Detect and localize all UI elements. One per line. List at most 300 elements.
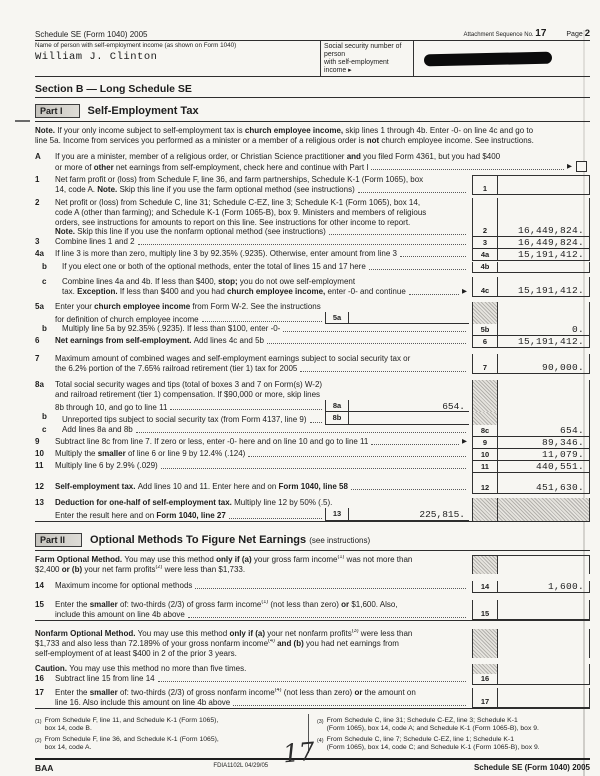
line-box-amount[interactable]: 654.	[498, 425, 590, 437]
line-number-label: 4a	[35, 249, 44, 259]
text-segment: Multiply line 6 by 2.9% (.029)	[55, 461, 158, 471]
line-number-label: 17	[35, 688, 44, 698]
footnote-marker: (2)	[35, 738, 42, 745]
text-segment: $2,400	[35, 564, 62, 574]
line-number-label: 13	[35, 498, 44, 508]
line-description	[55, 198, 472, 237]
description-line	[35, 565, 469, 575]
line-box-amount[interactable]: 451,630.	[498, 482, 590, 494]
description-line	[55, 249, 469, 259]
line-description	[55, 437, 472, 449]
right-gutter	[472, 449, 590, 461]
footnote-column-2	[308, 714, 590, 753]
dotted-leader	[229, 517, 322, 519]
right-gutter	[472, 336, 590, 348]
part1-line-5a-6	[35, 297, 590, 325]
form-content	[35, 28, 590, 773]
right-gutter	[472, 425, 590, 437]
description-line	[55, 508, 469, 521]
line-box-amount[interactable]	[498, 175, 590, 195]
text-segment-bold: church employee income,	[227, 286, 326, 296]
dotted-leader	[409, 293, 459, 295]
footnote-item	[35, 717, 308, 733]
text-segment: the amount on	[362, 688, 416, 698]
line-description	[55, 336, 472, 348]
description-line	[55, 449, 469, 459]
handwritten-page-number: 17	[281, 736, 317, 769]
footnote-line: From Schedule F, line 11, and Schedule K-1 (Form 1065),	[44, 716, 219, 724]
line-box-amount[interactable]: 1,600.	[498, 581, 590, 593]
ssn-label-line1: Social security number of person	[324, 43, 402, 58]
text-segment: You may use this method no more than five times.	[69, 664, 247, 674]
line-box-number: 8c	[472, 425, 498, 437]
line-box-number: 10	[472, 449, 498, 461]
dotted-leader	[329, 233, 466, 235]
header-right	[464, 28, 590, 39]
text-segment: your gross farm income	[251, 554, 338, 564]
text-segment: Combine lines 1 and 2	[55, 237, 135, 247]
line-description	[35, 473, 472, 482]
line-number-label: 9	[35, 437, 40, 447]
right-gutter	[472, 437, 590, 449]
arrow-icon: ▶	[567, 163, 572, 171]
inner-box-number: 8b	[325, 412, 349, 424]
right-gutter	[472, 354, 590, 374]
inner-amount-box	[325, 312, 469, 325]
line-box-amount	[498, 302, 590, 325]
dotted-leader	[136, 431, 466, 433]
text-segment: Enter the result here and on	[55, 510, 157, 520]
part2-line-para-0	[35, 551, 590, 575]
ssn-redaction	[424, 51, 552, 66]
footnote-marker: (4)	[317, 738, 324, 745]
line-box-number: 11	[472, 461, 498, 473]
text-segment: 14, code A.	[55, 185, 98, 195]
line-description	[62, 277, 472, 297]
taxpayer-name-cell	[35, 41, 320, 76]
part2-rows	[35, 551, 590, 709]
part1-rows	[35, 172, 590, 521]
line-box-number: 9	[472, 437, 498, 449]
footnote-item	[317, 736, 590, 752]
footnote-line: (Form 1065), box 14, code A; and Schedule K-1 (Form 1065-B), box 9.	[326, 724, 539, 732]
line-box-amount[interactable]: 15,191,412.	[498, 277, 590, 297]
description-line	[55, 175, 469, 185]
page-number-value: 2	[584, 28, 590, 39]
description-line	[55, 312, 469, 325]
line-description	[55, 461, 472, 473]
line-description	[55, 600, 472, 620]
footnote-line: box 14, code B.	[44, 724, 92, 732]
dotted-leader	[300, 370, 466, 372]
line-box-number	[472, 380, 498, 412]
page-label: Page	[566, 31, 583, 38]
line-box-amount[interactable]: 15,191,412.	[498, 249, 590, 261]
line-description	[55, 175, 472, 195]
right-gutter	[472, 600, 590, 620]
text-segment: Enter the	[55, 688, 90, 698]
footnote-ref: (4)	[274, 688, 282, 694]
attachment-number: 17	[535, 28, 547, 39]
arrow-icon: ▶	[462, 287, 467, 295]
note-line	[35, 136, 590, 146]
line-description	[55, 449, 472, 461]
description-line	[35, 649, 469, 659]
line-description	[62, 262, 472, 273]
part1-line-13-18	[35, 494, 590, 522]
line-box-amount[interactable]: 89,346.	[498, 437, 590, 449]
ssn-label	[320, 41, 413, 76]
description-line	[55, 581, 469, 591]
line-number-label: 3	[35, 237, 40, 247]
line-box-amount[interactable]: 11,079.	[498, 449, 590, 461]
description-line	[55, 437, 469, 447]
text-segment: Enter the	[55, 600, 90, 610]
line-box-amount[interactable]	[498, 674, 590, 685]
description-line	[55, 218, 469, 228]
inner-box-amount[interactable]: 225,815.	[419, 508, 465, 520]
line-box-number	[472, 629, 498, 658]
dotted-leader	[400, 255, 466, 257]
dotted-leader	[310, 421, 322, 423]
text-segment: Net farm profit or (loss) from Schedule F, line 36, and farm partnerships, Schedule K-1 (Form 1065), box	[55, 175, 424, 185]
inner-box-number: 13	[325, 508, 349, 520]
footnote-column-1	[35, 714, 308, 753]
text-segment: Add lines 10 and 11. Enter here and on	[137, 482, 279, 492]
inner-box-number: 5a	[325, 312, 349, 324]
line-number-label: c	[42, 425, 47, 435]
line-number-label: 16	[35, 674, 44, 684]
description-line	[55, 302, 469, 312]
line-box-number	[472, 302, 498, 325]
text-segment: of: two-thirds (2/3) of gross farm income	[117, 600, 262, 610]
text-segment-bold: smaller	[97, 449, 126, 459]
text-segment: were less than $1,733.	[162, 564, 246, 574]
right-gutter	[472, 461, 590, 473]
right-gutter	[472, 688, 590, 708]
inner-amount-box	[325, 400, 469, 413]
text-segment: your net farm profits	[82, 564, 156, 574]
name-ssn-row	[35, 41, 590, 77]
line-description	[35, 629, 472, 658]
dotted-leader	[248, 455, 466, 457]
footnote-line: From Schedule C, line 7; Schedule C-EZ, line 1; Schedule K-1	[326, 736, 514, 744]
text-segment: include this amount on line 4b above	[55, 610, 185, 620]
part1-A-line-A-0	[35, 148, 590, 173]
right-gutter	[472, 277, 590, 297]
attachment-sequence	[464, 28, 547, 39]
text-segment-bold: smaller	[89, 688, 118, 698]
line-box-number: 4a	[472, 249, 498, 261]
text-segment-bold: Form 1040, line 27	[156, 510, 226, 520]
dotted-leader	[188, 616, 466, 618]
line-number-label: 11	[35, 461, 44, 471]
line-box-amount[interactable]: 440,551.	[498, 461, 590, 473]
right-gutter	[472, 302, 590, 325]
footnote-text	[327, 736, 540, 752]
text-segment: Unreported tips subject to social security tax (from Form 4137, line 9)	[62, 415, 307, 425]
line-box-number: 1	[472, 175, 498, 195]
text-segment-bold: smaller	[89, 600, 118, 610]
line-number-label: 6	[35, 336, 40, 346]
text-segment: and railroad retirement (tier 1) compensation. If $90,000 or more, skip lines	[55, 389, 321, 399]
line-number-label: 12	[35, 482, 44, 492]
line-box-amount[interactable]: 90,000.	[498, 354, 590, 374]
text-segment: Subtract line 8c from line 7. If zero or less, enter -0- here and on line 10 and go to line 11	[55, 437, 369, 447]
text-segment: for definition of church employee income	[55, 314, 199, 324]
description-line	[62, 262, 469, 272]
line-box-amount[interactable]: 15,191,412.	[498, 336, 590, 348]
text-segment-bold: not	[366, 135, 380, 145]
description-line	[35, 664, 469, 674]
text-segment: enter -0- and continue	[325, 286, 406, 296]
footnote-marker: (1)	[35, 718, 42, 725]
text-segment-bold: Note.	[55, 227, 78, 237]
line-number-label: b	[42, 324, 47, 334]
line-box-amount[interactable]: 0.	[498, 324, 590, 336]
part1-line-4a-3	[35, 249, 590, 261]
line-description	[55, 380, 472, 412]
dotted-leader	[371, 443, 459, 445]
text-segment: of line 6 or line 9 by 12.4% (.124)	[125, 449, 246, 459]
line-description	[35, 555, 472, 575]
text-segment-bold: stop;	[218, 277, 238, 287]
description-line	[35, 555, 469, 565]
part1-line-4b-4	[35, 261, 590, 273]
description-line	[55, 198, 469, 208]
description-line	[62, 425, 469, 435]
taxpayer-name-field[interactable]: William J. Clinton	[35, 51, 158, 63]
attachment-label: Attachment Sequence No.	[463, 32, 534, 38]
line-box-amount	[498, 380, 590, 412]
inner-amount-box	[325, 412, 469, 425]
line-number-label: 5a	[35, 301, 44, 311]
inner-amount-box	[325, 508, 469, 521]
right-gutter	[472, 249, 590, 261]
part2-header	[35, 527, 590, 551]
text-segment: line 5a. Income from services you performed as a minister or a member of a religious order is	[35, 135, 367, 145]
description-line	[55, 498, 469, 508]
text-segment-bold: Note.	[97, 185, 120, 195]
dotted-leader	[351, 488, 466, 490]
description-line	[35, 629, 469, 639]
text-segment: If you elect one or both of the optional methods, enter the total of lines 15 and 17 here	[62, 262, 366, 272]
description-line	[55, 482, 469, 492]
line-box-amount	[498, 412, 590, 425]
text-segment-bold: Form 1040, line 58	[278, 482, 348, 492]
text-segment: You may use this method	[124, 554, 217, 564]
inner-box-amount[interactable]: 654.	[442, 400, 465, 412]
form-header	[35, 28, 590, 41]
description-line	[55, 610, 469, 620]
line-box-number	[472, 473, 498, 482]
scan-pen-mark	[15, 120, 30, 122]
part2-badge: Part II	[35, 533, 82, 547]
line-number-label: 10	[35, 449, 44, 459]
line-number-label: 14	[35, 581, 44, 591]
dotted-leader	[267, 342, 466, 344]
part2-line-15-2	[35, 593, 590, 621]
text-segment: If line 3 is more than zero, multiply line 3 by 92.35% (.9235). Otherwise, enter amount from line 3	[55, 249, 397, 259]
text-segment: your net nonfarm profits	[265, 628, 352, 638]
line-number-label: 2	[35, 197, 40, 207]
line-description	[55, 249, 472, 261]
text-segment-bold: Caution.	[35, 664, 70, 674]
text-segment-bold: church employee income,	[244, 126, 344, 135]
text-segment-bold: Farm Optional Method.	[35, 554, 125, 564]
part1-line-1-0	[35, 172, 590, 195]
text-segment: code A (other than farming); and Schedule K-1 (Form 1065-B), box 9. Ministers and members of religious	[55, 207, 427, 217]
right-gutter	[472, 473, 590, 482]
text-segment-bold: Nonfarm Optional Method.	[35, 628, 138, 638]
line-number-label: 15	[35, 600, 44, 610]
footnote-ref: (4)	[268, 638, 275, 644]
line-box-amount[interactable]: 16,449,824.	[498, 237, 590, 249]
text-segment: were less than	[358, 628, 413, 638]
line-box-amount[interactable]	[498, 688, 590, 708]
description-line	[55, 390, 469, 400]
ssn-label-line2: with self-employment income ▸	[324, 59, 389, 74]
right-gutter	[472, 555, 590, 575]
text-segment: You may use this method	[137, 628, 230, 638]
text-segment: $1,600. Also,	[349, 600, 398, 610]
description-line	[55, 461, 469, 471]
line-box-number: 16	[472, 674, 498, 685]
text-segment: Skip this line if you use the farm optional method (see instructions)	[119, 185, 355, 195]
line-box-number: 15	[472, 600, 498, 620]
line-box-number: 5b	[472, 324, 498, 336]
text-segment: skip lines 1 through 4b. Enter -0- on line 4c and go to	[343, 126, 534, 135]
line-box-number	[472, 412, 498, 425]
description-line	[55, 208, 469, 218]
text-segment: tax.	[62, 286, 78, 296]
footnote-ref: (1)	[337, 554, 345, 560]
part1-badge: Part I	[35, 104, 80, 118]
text-segment: or more of	[55, 162, 94, 172]
description-line	[55, 152, 587, 162]
line-a-container	[35, 148, 590, 173]
description-line	[55, 698, 469, 708]
text-segment: Add lines 4c and 5b	[193, 336, 264, 346]
description-line	[62, 324, 469, 334]
line-box-number	[472, 664, 498, 674]
part2-line-14-1	[35, 574, 590, 593]
line-description	[55, 688, 472, 708]
part1-title: Self-Employment Tax	[87, 105, 199, 117]
text-segment-bold: other	[93, 162, 114, 172]
footer-form-id: Schedule SE (Form 1040) 2005	[473, 762, 590, 772]
right-gutter	[472, 175, 590, 195]
footnote-item	[35, 736, 308, 752]
line-box-number: 14	[472, 581, 498, 593]
line-description	[55, 581, 472, 593]
part1-line-7-9	[35, 348, 590, 374]
line-box-amount[interactable]: 16,449,824.	[498, 198, 590, 237]
line-a-checkbox[interactable]	[576, 161, 587, 172]
footnote-ref: (1)	[261, 600, 269, 606]
text-segment: Multiply the	[55, 449, 98, 459]
dotted-leader	[358, 191, 466, 193]
text-segment: from Form W-2. See the instructions	[190, 301, 321, 311]
part2-title-text: Optional Methods To Figure Net Earnings	[90, 533, 307, 546]
footnote-line: From Schedule F, line 36, and Schedule K-1 (Form 1065),	[44, 736, 219, 744]
part1-line-8a-10	[35, 374, 590, 412]
description-line	[55, 354, 469, 364]
text-segment-bold: only if (a)	[216, 554, 252, 564]
right-gutter	[472, 198, 590, 237]
part1-line-b-11	[35, 412, 590, 425]
description-line	[55, 400, 469, 413]
part1-line-5b-7	[35, 324, 590, 336]
part2-title	[90, 534, 370, 546]
footer-form-code: FDIA1102L 04/29/05	[213, 762, 269, 769]
line-description	[62, 412, 472, 425]
text-segment: Skip this line if you use the nonfarm optional method (see instructions)	[77, 227, 326, 237]
footnote-text	[45, 717, 219, 733]
text-segment: If you are a minister, member of a religious order, or Christian Science practitioner	[55, 151, 347, 161]
right-gutter	[472, 674, 590, 685]
dotted-leader	[170, 408, 322, 410]
line-box-number	[472, 555, 498, 575]
text-segment: self-employment of at least $400 in 2 of the prior 3 years.	[35, 648, 237, 658]
text-segment: Combine lines 4a and 4b. If less than $400,	[62, 277, 219, 287]
dotted-leader	[195, 587, 466, 589]
footnote-line: From Schedule C, line 31; Schedule C-EZ, line 3; Schedule K-1	[326, 716, 518, 724]
ssn-field-cell	[413, 41, 590, 76]
right-gutter	[472, 581, 590, 593]
text-segment-bold: or	[354, 688, 363, 698]
page-number	[566, 28, 590, 39]
right-gutter	[472, 324, 590, 336]
text-segment-bold: Deduction for one-half of self-employment tax.	[55, 498, 235, 508]
line-number-label: c	[42, 277, 47, 287]
text-segment: you filed Form 4361, but you had $400	[360, 151, 501, 161]
text-segment: (not less than zero)	[281, 688, 355, 698]
line-box-number	[472, 498, 498, 521]
line-description	[62, 324, 472, 336]
right-gutter	[472, 664, 590, 674]
line-box-number: 6	[472, 336, 498, 348]
line-description	[55, 674, 472, 685]
line-box-amount	[498, 498, 590, 521]
line-number-label: 7	[35, 354, 40, 364]
line-box-amount[interactable]	[498, 600, 590, 620]
line-box-number: 17	[472, 688, 498, 708]
footnote-text	[45, 736, 219, 752]
line-box-amount	[498, 629, 590, 658]
description-line	[55, 185, 469, 195]
line-number-label: b	[42, 262, 47, 272]
line-description	[35, 664, 472, 674]
description-line	[35, 639, 469, 649]
text-segment-bold: Self-employment tax.	[55, 482, 138, 492]
text-segment-bold: church employee income	[94, 301, 191, 311]
dotted-leader	[202, 320, 322, 322]
part1-line-4c-5	[35, 273, 590, 297]
line-box-amount[interactable]	[498, 262, 590, 273]
dotted-leader	[158, 680, 466, 682]
text-segment: Enter your	[55, 301, 95, 311]
line-box-number: 2	[472, 198, 498, 237]
line-number-label: 1	[35, 175, 40, 185]
line-description	[62, 425, 472, 437]
section-b-title: Section B — Long Schedule SE	[35, 77, 590, 98]
line-description	[55, 354, 472, 374]
right-gutter	[472, 629, 590, 658]
description-line	[62, 412, 469, 425]
line-box-amount	[498, 473, 590, 482]
description-line	[55, 380, 469, 390]
